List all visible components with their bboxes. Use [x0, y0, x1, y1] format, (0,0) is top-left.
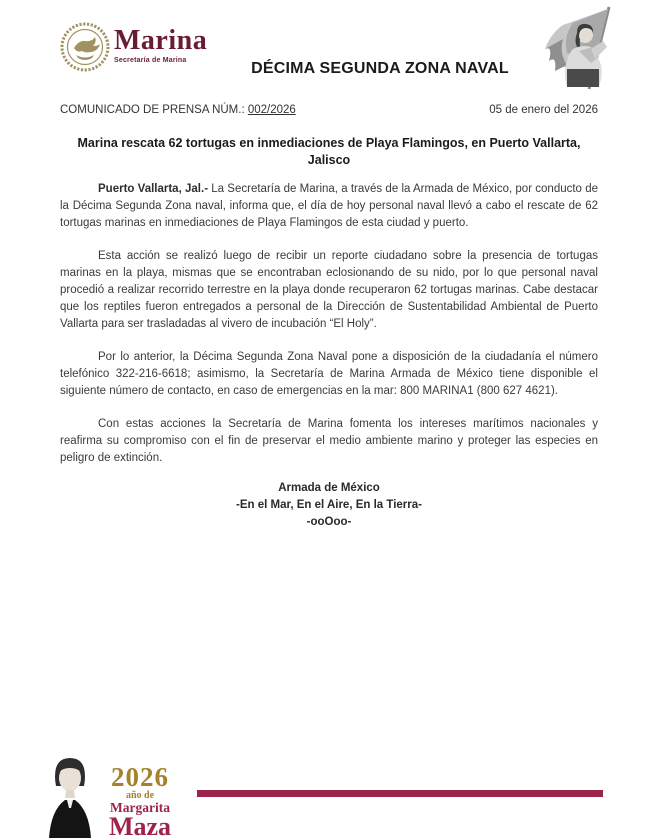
- paragraph-1-text: La Secretaría de Marina, a través de la Armada de México, por conducto de la Décima Segunda Zona naval, informa que, el día de hoy personal naval llevó a cabo el rescate de 62 tortugas marinas en inmediaciones de Playa Flamingos de esta ciudad y puerto.: [60, 183, 598, 229]
- paragraph-1: [60, 181, 598, 232]
- margarita-maza-portrait: [43, 756, 97, 838]
- marina-wordmark: [114, 27, 207, 64]
- brand-subtext: Secretaría de Marina: [114, 57, 187, 64]
- paragraph-4: Con estas acciones la Secretaría de Marina fomenta los intereses marítimos nacionales y reafirma su compromiso con el fin de preservar el medio ambiente marino y proteger las especies en peligro de extinción.: [60, 418, 598, 464]
- brand-text: Marina: [114, 25, 208, 56]
- signature-block: [60, 480, 598, 531]
- signature-line-2: -En el Mar, En el Aire, En la Tierra-: [236, 499, 422, 511]
- footer-year: 2026: [111, 762, 169, 792]
- comunicado-date: 05 de enero del 2026: [489, 104, 598, 116]
- zone-title: DÉCIMA SEGUNDA ZONA NAVAL: [251, 60, 509, 77]
- headline: Marina rescata 62 tortugas en inmediaciones de Playa Flamingos, en Puerto Vallarta, Jalisco: [77, 136, 581, 167]
- paragraph-2: Esta acción se realizó luego de recibir un reporte ciudadano sobre la presencia de tortugas marinas en la playa, mismas que se encontraban eclosionando de su nido, por lo que personal naval procedió a realizar recorrido terrestre en la playa donde recuperaron 62 tortugas marinas. Cabe destacar que los reptiles fueron entregados a personal de la Dirección de Sustentabilidad Ambiental de Puerto Vallarta para ser trasladadas al vivero de incubación “El Holy”.: [60, 250, 598, 330]
- marina-seal-icon: [60, 21, 110, 73]
- signature-line-3: -ooOoo-: [306, 516, 352, 528]
- meta-row: [60, 104, 598, 116]
- document-body: [60, 104, 598, 531]
- comunicado-number-value: 002/2026: [247, 104, 296, 116]
- footer-year-block: [98, 764, 182, 838]
- paragraph-3: Por lo anterior, la Décima Segunda Zona Naval pone a disposición de la ciudadanía el número telefónico 322-216-6618; asimismo, la Secretaría de Marina Armada de México tiene disponible el siguiente número de contacto, en caso de emergencias en la mar: 800 MARINA1 (800 627 4621).: [60, 351, 598, 397]
- paragraph-1-lead: Puerto Vallarta, Jal.-: [98, 183, 209, 195]
- paragraphs: [60, 181, 598, 467]
- footer-name-line1: Margarita: [110, 800, 170, 815]
- signature-line-1: Armada de México: [278, 482, 380, 494]
- flag-bearer-illustration: [533, 3, 627, 93]
- footer-divider-bar: [197, 790, 603, 797]
- footer-year-sub: año de: [125, 790, 155, 801]
- comunicado-number: [60, 104, 296, 116]
- comunicado-label: COMUNICADO DE PRENSA NÚM.:: [60, 104, 248, 116]
- footer-name-line2: Maza: [108, 812, 172, 840]
